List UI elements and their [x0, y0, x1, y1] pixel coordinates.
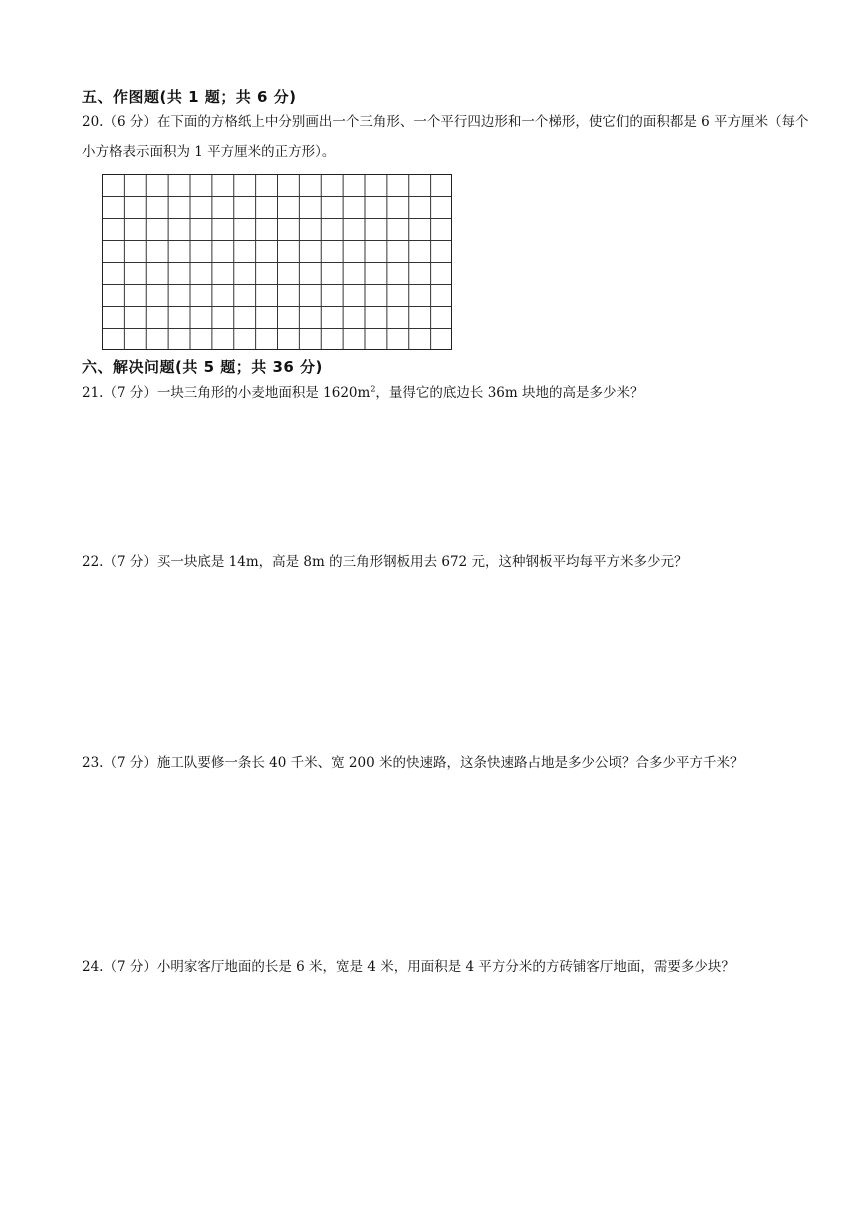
question-23: 23.（7 分）施工队要修一条长 40 千米、宽 200 米的快速路，这条快速路占地是多少公顷？合多少平方千米？: [82, 755, 744, 771]
question-21: [82, 378, 812, 408]
question-22: 22.（7 分）买一块底是 14m，高是 8m 的三角形钢板用去 672 元，这种钢板平均每平方米多少元？: [82, 554, 688, 570]
question-21-text-end: ，量得它的底边长 36m 块地的高是多少米？: [375, 385, 644, 401]
question-20: 20.（6 分）在下面的方格纸上中分别画出一个三角形、一个平行四边形和一个梯形，使它们的面积都是 6 平方厘米（每个小方格表示面积为 1 平方厘米的正方形）。: [82, 114, 809, 160]
question-21-text: 21.（7 分）一块三角形的小麦地面积是 1620m: [82, 385, 371, 401]
superscript-2: 2: [370, 384, 376, 394]
section-heading-drawing: 五、作图题(共 1 题；共 6 分): [82, 88, 297, 106]
question-24: 24.（7 分）小明家客厅地面的长是 6 米，宽是 4 米，用面积是 4 平方分米的方砖铺客厅地面，需要多少块？: [82, 959, 735, 975]
grid-paper: [102, 174, 452, 350]
section-heading-problems: 六、解决问题(共 5 题；共 36 分): [82, 358, 323, 376]
